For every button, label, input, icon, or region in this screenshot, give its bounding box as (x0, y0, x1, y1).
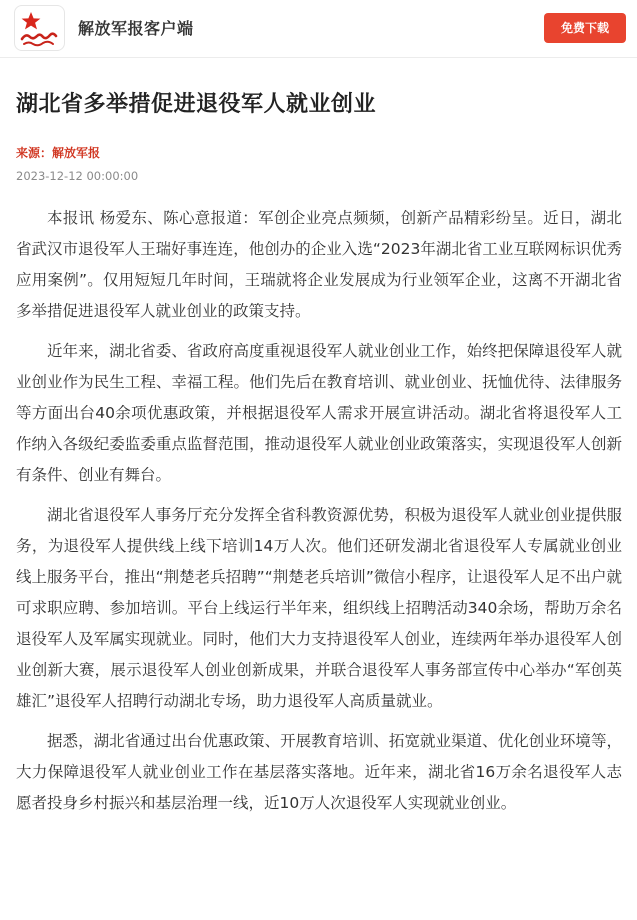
article-paragraph: 近年来，湖北省委、省政府高度重视退役军人就业创业工作，始终把保障退役军人就业创业作为民生工程、幸福工程。他们先后在教育培训、就业创业、抚恤优待、法律服务等方面出台40余项优惠政策，并根据退役军人需求开展宣讲活动。湖北省将退役军人工作纳入各级纪委监委重点监督范围，推动退役军人就业创业政策落实，实现退役军人创新有条件、创业有舞台。 (16, 342, 622, 484)
article-paragraph: 本报讯 杨爱东、陈心意报道：军创企业亮点频频，创新产品精彩纷呈。近日，湖北省武汉市退役军人王瑞好事连连，他创办的企业入选“2023年湖北省工业互联网标识优秀应用案例”。仅用短短几年时间，王瑞就将企业发展成为行业领军企业，这离不开湖北省多举措促进退役军人就业创业的政策支持。 (16, 209, 622, 320)
article-paragraph: 湖北省退役军人事务厅充分发挥全省科教资源优势，积极为退役军人就业创业提供服务，为退役军人提供线上线下培训14万人次。他们还研发湖北省退役军人专属就业创业线上服务平台，推出“荆楚老兵招聘”“荆楚老兵培训”微信小程序，让退役军人足不出户就可求职应聘、参加培训。平台上线运行半年来，组织线上招聘活动340余场，帮助万余名退役军人及军属实现就业。同时，他们大力支持退役军人创业，连续两年举办退役军人创业创新大赛，展示退役军人创业创新成果，并联合退役军人事务部宣传中心举办“军创英雄汇”退役军人招聘行动湖北专场，助力退役军人高质量就业。 (16, 506, 622, 710)
source-label: 来源： (16, 146, 53, 160)
app-logo[interactable] (14, 5, 65, 51)
publish-date: 2023-12-12 00:00:00 (16, 169, 139, 183)
article-title: 湖北省多举措促进退役军人就业创业 (16, 92, 377, 117)
article-source (16, 144, 100, 161)
app-name: 解放军报客户端 (78, 19, 194, 38)
article-paragraph: 据悉，湖北省通过出台优惠政策、开展教育培训、拓宽就业渠道、优化创业环境等，大力保障退役军人就业创业工作在基层落实落地。近年来，湖北省16万余名退役军人志愿者投身乡村振兴和基层治理一线，近10万人次退役军人实现就业创业。 (16, 732, 622, 812)
source-link[interactable]: 解放军报 (52, 146, 101, 160)
red-star-icon (15, 6, 66, 52)
app-header (0, 0, 637, 58)
free-download-button[interactable]: 免费下载 (544, 13, 626, 43)
article-body (16, 203, 622, 828)
